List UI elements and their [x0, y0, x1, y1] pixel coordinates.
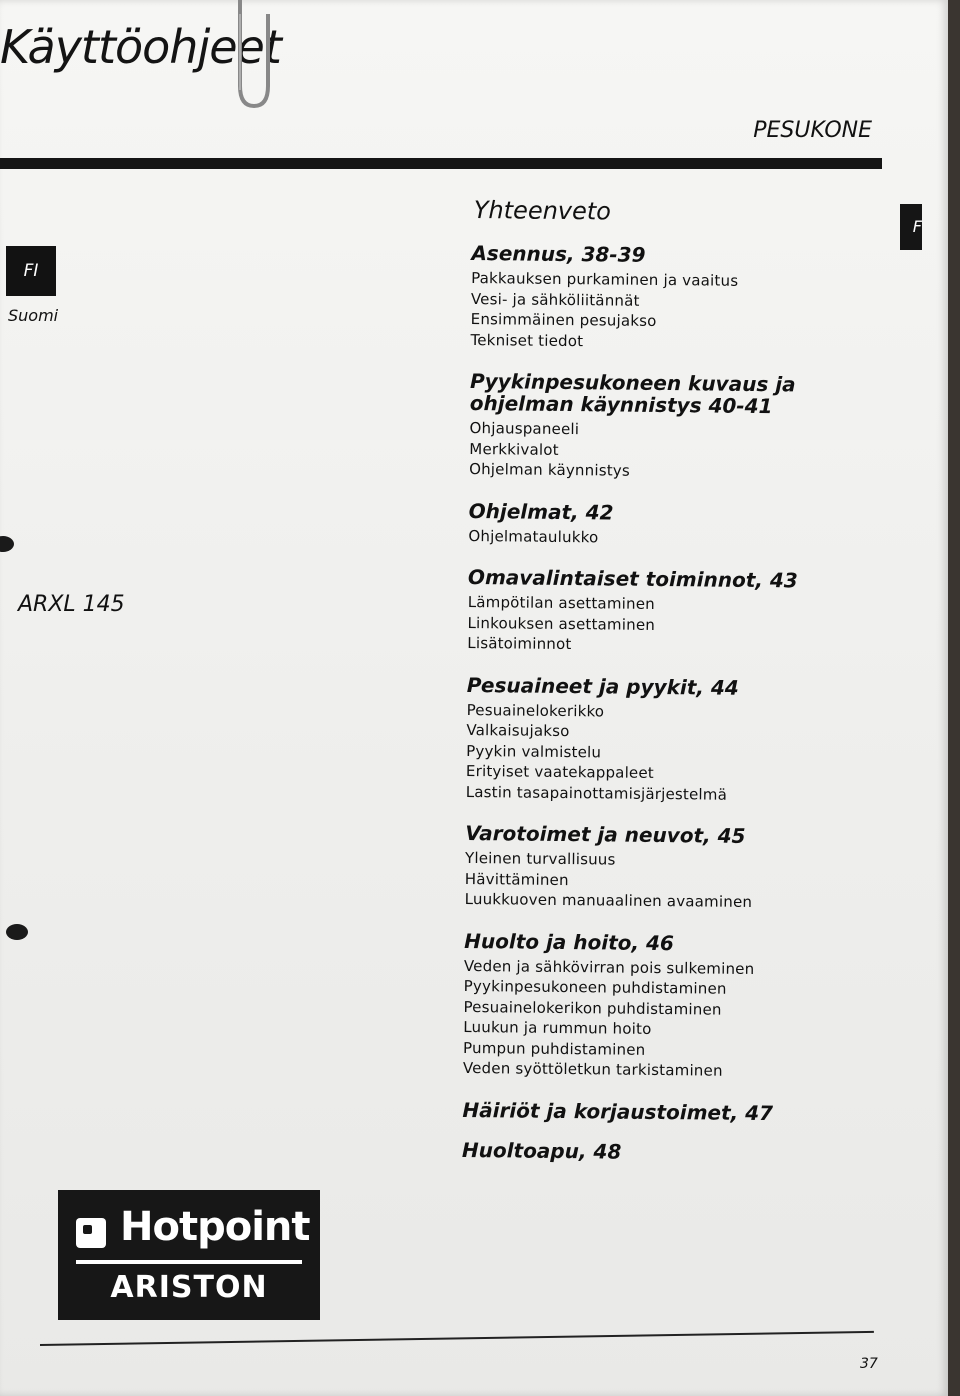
- toc-group: [462, 1098, 882, 1124]
- logo-brand-text: Hotpoint: [120, 1204, 310, 1250]
- toc-item: Lämpötilan asettaminen: [467, 592, 655, 613]
- punch-hole: [0, 536, 14, 552]
- tab-marker: F: [900, 204, 922, 250]
- logo-divider: [76, 1260, 302, 1264]
- table-of-contents: [462, 196, 892, 1185]
- toc-heading: Huolto ja hoito, 46: [464, 928, 675, 955]
- toc-item: Vesi- ja sähköliitännät: [470, 289, 640, 310]
- toc-item: Yleinen turvallisuus: [464, 848, 616, 869]
- toc-heading: Pyykinpesukoneen kuvaus ja ohjelman käynnistys 40-41: [469, 368, 796, 419]
- toc-item: Pesuainelokerikon puhdistaminen: [463, 997, 722, 1019]
- toc-item: Tekniset tiedot: [470, 330, 584, 350]
- toc-item: Pyykin valmistelu: [466, 741, 602, 761]
- toc-item: Lisätoiminnot: [467, 633, 572, 654]
- toc-item: Ohjelmataulukko: [468, 526, 599, 546]
- toc-group: [462, 1138, 882, 1164]
- toc-group: [468, 499, 888, 550]
- toc-item: Ensimmäinen pesujakso: [470, 309, 657, 330]
- brand-logo: [58, 1190, 320, 1320]
- toc-heading: Omavalintaiset toiminnot, 43: [467, 564, 798, 593]
- model-name: ARXL 145: [18, 592, 125, 617]
- toc-heading: Pesuaineet ja pyykit, 44: [466, 672, 739, 700]
- toc-item: Pumpun puhdistaminen: [462, 1038, 646, 1059]
- toc-item: Pesuainelokerikko: [466, 700, 605, 720]
- toc-item: Ohjauspaneeli: [469, 418, 580, 439]
- logo-sub-text: ARISTON: [110, 1270, 268, 1305]
- toc-heading: Häiriöt ja korjaustoimet, 47: [462, 1097, 774, 1125]
- toc-group: [469, 370, 890, 484]
- toc-group: [465, 822, 886, 914]
- toc-group: [466, 673, 887, 806]
- toc-item: Luukun ja rummun hoito: [463, 1017, 652, 1038]
- toc-heading: Asennus, 38-39: [471, 240, 646, 267]
- toc-group: [463, 929, 885, 1082]
- toc-item: Merkkivalot: [469, 439, 559, 459]
- toc-item: Veden ja sähkövirran pois sulkeminen: [463, 956, 755, 978]
- toc-item: Linkouksen asettaminen: [467, 613, 656, 634]
- background-edge: [948, 0, 960, 1396]
- toc-group: [470, 242, 891, 354]
- toc-title: Yhteenveto: [473, 196, 612, 226]
- toc-item: Pakkauksen purkaminen ja vaaitus: [471, 268, 739, 290]
- logo-square-icon: [76, 1218, 106, 1248]
- footer-rule: [40, 1331, 874, 1346]
- toc-group: [467, 566, 888, 658]
- language-code-badge: FI: [6, 246, 56, 296]
- section-label: PESUKONE: [753, 118, 872, 143]
- toc-heading: Ohjelmat, 42: [468, 498, 614, 524]
- toc-item: Ohjelman käynnistys: [469, 459, 631, 480]
- toc-item: Valkaisujakso: [466, 720, 570, 741]
- toc-item: Hävittäminen: [464, 869, 569, 889]
- toc-heading: Varotoimet ja neuvot, 45: [465, 820, 746, 848]
- language-name: Suomi: [8, 306, 59, 325]
- document-title: Käyttöohjeet: [0, 20, 281, 74]
- paper-clip-icon: [232, 0, 274, 114]
- page-number: 37: [860, 1356, 878, 1372]
- punch-hole: [6, 924, 28, 940]
- header-rule: [0, 158, 882, 169]
- toc-item: Luukkuoven manuaalinen avaaminen: [464, 889, 753, 911]
- toc-item: Pyykinpesukoneen puhdistaminen: [463, 976, 727, 998]
- toc-heading: Huoltoapu, 48: [461, 1137, 622, 1164]
- toc-item: Veden syöttöletkun tarkistaminen: [462, 1058, 723, 1080]
- toc-item: Erityiset vaatekappaleet: [465, 761, 655, 782]
- toc-item: Lastin tasapainottamisjärjestelmä: [465, 782, 728, 804]
